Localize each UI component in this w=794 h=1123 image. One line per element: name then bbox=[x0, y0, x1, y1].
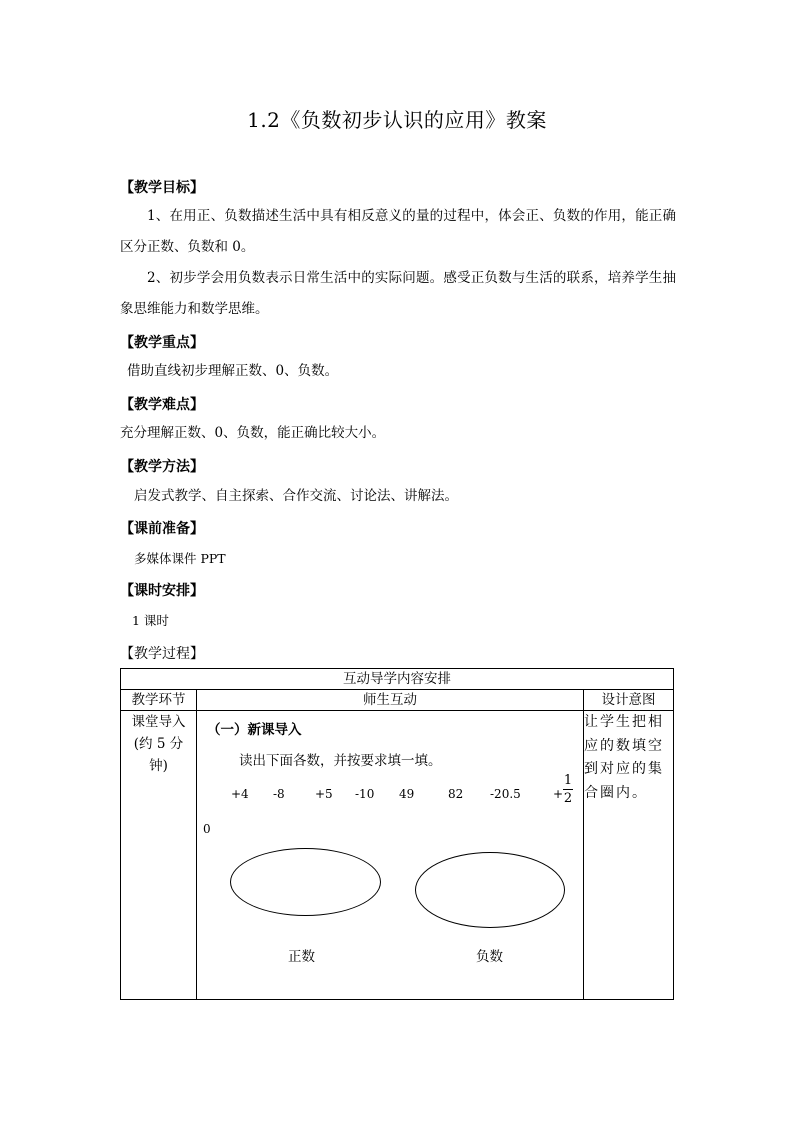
number-item: +4 bbox=[231, 787, 249, 801]
number-zero: 0 bbox=[203, 822, 211, 836]
header-intent: 设计意图 bbox=[584, 690, 674, 711]
number-item: -20.5 bbox=[490, 787, 521, 801]
number-item: 49 bbox=[399, 787, 415, 801]
header-stage: 教学环节 bbox=[121, 690, 197, 711]
fraction-one-half bbox=[563, 773, 573, 806]
lesson-plan-table bbox=[120, 668, 674, 1000]
negative-label: 负数 bbox=[476, 949, 503, 965]
method-heading: 【教学方法】 bbox=[120, 459, 204, 475]
key-heading: 【教学重点】 bbox=[120, 335, 204, 351]
stage-cell bbox=[121, 711, 197, 1000]
number-item: +5 bbox=[315, 787, 333, 801]
stage-line-2: (约 5 分 bbox=[133, 736, 184, 752]
intent-cell: 让学生把相应的数填空到对应的集合圈内。 bbox=[584, 711, 674, 1000]
goal-item-1: 1、在用正、负数描述生活中具有相反意义的量的过程中，体会正、负数的作用，能正确区分正数、负数和 0。 bbox=[120, 208, 676, 255]
table-row bbox=[121, 711, 674, 1000]
document-title: 1.2《负数初步认识的应用》教案 bbox=[247, 108, 547, 132]
number-item: -8 bbox=[273, 787, 285, 801]
number-item: 82 bbox=[448, 787, 464, 801]
positive-set-ellipse bbox=[230, 848, 381, 916]
section-title: （一）新课导入 bbox=[207, 722, 302, 738]
key-text: 借助直线初步理解正数、0、负数。 bbox=[127, 363, 339, 379]
interaction-cell bbox=[197, 711, 584, 1000]
table-caption: 互动导学内容安排 bbox=[121, 669, 674, 690]
prep-heading: 【课前准备】 bbox=[120, 521, 204, 537]
header-interaction: 师生互动 bbox=[197, 690, 584, 711]
positive-label: 正数 bbox=[288, 949, 315, 965]
goals-heading: 【教学目标】 bbox=[120, 180, 204, 196]
fraction-sign: + bbox=[553, 787, 564, 801]
goal-item-2: 2、初步学会用负数表示日常生活中的实际问题。感受正负数与生活的联系，培养学生抽象思维能力和数学思维。 bbox=[120, 270, 676, 317]
schedule-text: 1 课时 bbox=[132, 613, 169, 628]
stage-line-3: 钟) bbox=[149, 758, 168, 774]
schedule-heading: 【课时安排】 bbox=[120, 583, 204, 599]
process-heading: 【教学过程】 bbox=[120, 646, 204, 662]
prep-text: 多媒体课件 PPT bbox=[134, 551, 226, 566]
difficulty-heading: 【教学难点】 bbox=[120, 397, 204, 413]
method-text: 启发式教学、自主探索、合作交流、讨论法、讲解法。 bbox=[134, 488, 458, 504]
instruction-text: 读出下面各数，并按要求填一填。 bbox=[239, 753, 442, 769]
stage-line-1: 课堂导入 bbox=[131, 714, 186, 730]
fraction-denominator: 2 bbox=[563, 791, 573, 806]
fraction-numerator: 1 bbox=[563, 773, 573, 788]
number-item: -10 bbox=[355, 787, 375, 801]
negative-set-ellipse bbox=[415, 852, 565, 928]
difficulty-text: 充分理解正数、0、负数，能正确比较大小。 bbox=[120, 425, 386, 441]
